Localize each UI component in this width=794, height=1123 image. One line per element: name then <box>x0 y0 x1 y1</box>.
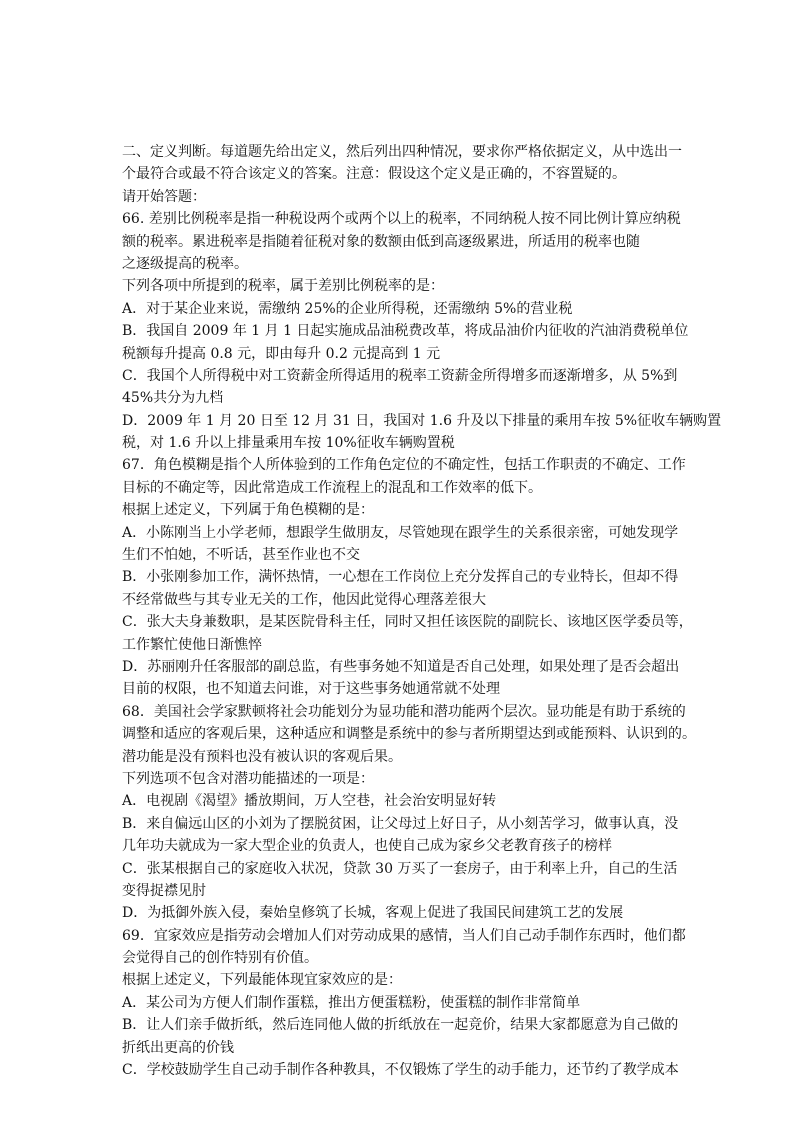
text-line: 67．角色模糊是指个人所体验到的工作角色定位的不确定性，包括工作职责的不确定、工作 <box>122 457 686 474</box>
text-line: 请开始答题： <box>122 188 206 205</box>
text-line: 45%共分为九档 <box>122 390 224 407</box>
text-line: A．小陈刚当上小学老师，想跟学生做朋友，尽管她现在跟学生的关系很亲密，可她发现学 <box>122 524 679 541</box>
text-line: 变得捉襟见肘 <box>122 882 206 899</box>
text-line: 根据上述定义，下列最能体现宜家效应的是： <box>122 972 402 989</box>
text-line: D．为抵御外族入侵，秦始皇修筑了长城，客观上促进了我国民间建筑工艺的发展 <box>122 905 624 922</box>
text-line: B．小张刚参加工作，满怀热情，一心想在工作岗位上充分发挥自己的专业特长，但却不得 <box>122 569 679 586</box>
text-line: 之逐级提高的税率。 <box>122 255 248 272</box>
text-line: 税，对 1.6 升以上排量乘用车按 10%征收车辆购置税 <box>122 435 455 452</box>
text-line: A．某公司为方便人们制作蛋糕，推出方便蛋糕粉，使蛋糕的制作非常简单 <box>122 994 581 1011</box>
text-line: A．电视剧《渴望》播放期间，万人空巷，社会治安明显好转 <box>122 793 497 810</box>
text-line: 目前的权限，也不知道去问谁，对于这些事务她通常就不处理 <box>122 681 500 698</box>
text-line: 69．宜家效应是指劳动会增加人们对劳动成果的感情，当人们自己动手制作东西时，他们都 <box>122 927 686 944</box>
text-line: C．张某根据自己的家庭收入状况，贷款 30 万买了一套房子，由于利率上升，自己的生活 <box>122 860 678 877</box>
text-line: 生们不怕她，不听话，甚至作业也不交 <box>122 547 360 564</box>
text-line: 根据上述定义，下列属于角色模糊的是： <box>122 502 374 519</box>
text-line: 调整和适应的客观后果，这种适应和调整是系统中的参与者所期望达到或能预料、认识到的。 <box>122 726 696 743</box>
text-line: B．来自偏远山区的小刘为了摆脱贫困，让父母过上好日子，从小刻苦学习，做事认真，没 <box>122 815 679 832</box>
text-line: 几年功夫就成为一家大型企业的负责人，也使自己成为家乡父老教育孩子的榜样 <box>122 838 612 855</box>
text-line: 目标的不确定等，因此常造成工作流程上的混乱和工作效率的低下。 <box>122 479 542 496</box>
text-line: C．张大夫身兼数职，是某医院骨科主任，同时又担任该医院的副院长、该地区医学委员等， <box>122 614 693 631</box>
text-line: 66. 差别比例税率是指一种税设两个或两个以上的税率，不同纳税人按不同比例计算应纳税 <box>122 211 681 228</box>
text-line: 折纸出更高的价钱 <box>122 1039 234 1056</box>
text-line: 会觉得自己的创作特别有价值。 <box>122 950 318 967</box>
text-line: 额的税率。累进税率是指随着征税对象的数额由低到高逐级累进，所适用的税率也随 <box>122 233 640 250</box>
text-line: A．对于某企业来说，需缴纳 25%的企业所得税，还需缴纳 5%的营业税 <box>122 300 573 317</box>
text-line: C．学校鼓励学生自己动手制作各种教具，不仅锻炼了学生的动手能力，还节约了教学成本 <box>122 1062 679 1079</box>
text-line: 68．美国社会学家默顿将社会功能划分为显功能和潜功能两个层次。显功能是有助于系统的 <box>122 703 686 720</box>
text-line: 不经常做些与其专业无关的工作，他因此觉得心理落差很大 <box>122 591 486 608</box>
text-line: 下列选项不包含对潜功能描述的一项是： <box>122 770 374 787</box>
text-line: B．让人们亲手做折纸，然后连同他人做的折纸放在一起竞价，结果大家都愿意为自己做的 <box>122 1017 679 1034</box>
text-line: 工作繁忙使他日渐憔悴 <box>122 636 262 653</box>
text-line: C．我国个人所得税中对工资薪金所得适用的税率工资薪金所得增多而逐渐增多，从 5%到 <box>122 367 678 384</box>
text-line: D．苏丽刚升任客服部的副总监，有些事务她不知道是否自己处理，如果处理了是否会超出 <box>122 658 680 675</box>
text-line: 税额每升提高 0.8 元，即由每升 0.2 元提高到 1 元 <box>122 345 441 362</box>
text-line: B．我国自 2009 年 1 月 1 日起实施成品油税费改革，将成品油价内征收的汽油消费税单位 <box>122 323 689 340</box>
text-line: 下列各项中所提到的税率，属于差别比例税率的是： <box>122 278 444 295</box>
text-line: 二、定义判断。每道题先给出定义，然后列出四种情况，要求你严格依据定义，从中选出一 <box>122 144 682 160</box>
text-line: 潜功能是没有预料也没有被认识的客观后果。 <box>122 748 402 765</box>
text-line: 个最符合或最不符合该定义的答案。注意：假设这个定义是正确的，不容置疑的。 <box>122 166 626 183</box>
text-line: D．2009 年 1 月 20 日至 12 月 31 日，我国对 1.6 升及以下排量的乘用车按 5%征收车辆购置 <box>122 412 722 429</box>
